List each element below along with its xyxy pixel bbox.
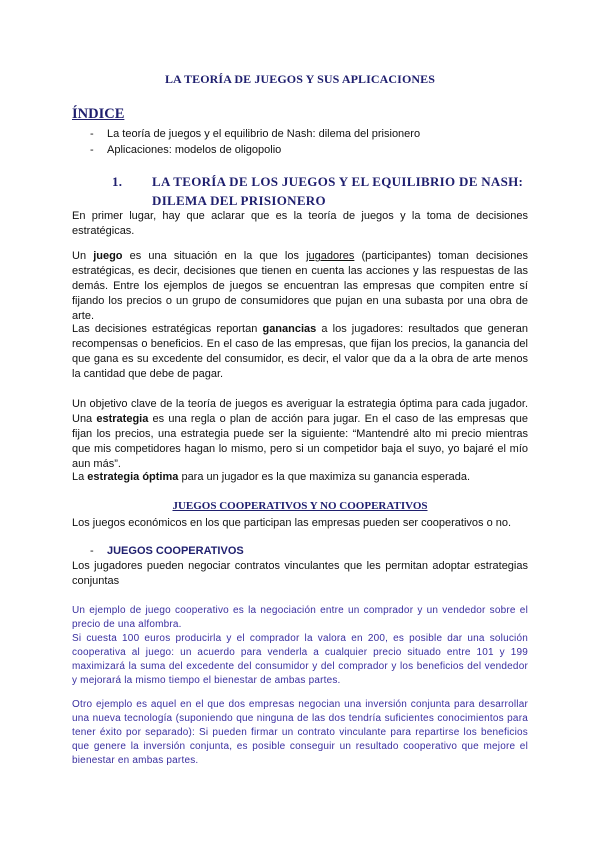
section-heading bbox=[112, 172, 536, 210]
text-run: es una situación en la que los bbox=[122, 250, 307, 262]
paragraph-game-definition bbox=[72, 249, 528, 324]
section-heading-text: LA TEORÍA DE LOS JUEGOS Y EL EQUILIBRIO DE NASH: DILEMA DEL PRISIONERO bbox=[152, 174, 524, 208]
bold-term: estrategia bbox=[96, 413, 149, 425]
list-dash: - bbox=[90, 545, 94, 557]
example-paragraph: Si cuesta 100 euros producirla y el comprador la valora en 200, es posible dar una solución cooperativa al juego: un acuerdo para venderla a cualquier precio situado entre 101 y 199 maximizará la suma del excedente del consumidor y del comprador y los beneficios del vendedor y mejorará la mismo tiempo el bienestar de ambas partes. bbox=[72, 633, 528, 686]
index-item bbox=[90, 126, 420, 142]
paragraph-intro: En primer lugar, hay que aclarar que es la teoría de juegos y la toma de decisiones estratégicas. bbox=[72, 210, 528, 237]
text-run: es una regla o plan de acción para jugar. En el caso de las empresas que fijan los precios, una estrategia puede ser la siguiente: “Mantendré alto mi precio mientras que mis competidores hagan lo mismo, pero si un competidor baja el suyo, yo bajaré el mío aun más”. bbox=[72, 413, 528, 470]
list-dash: - bbox=[90, 144, 94, 156]
paragraph-optimal-strategy bbox=[72, 470, 528, 485]
subsection-heading: JUEGOS COOPERATIVOS Y NO COOPERATIVOS bbox=[172, 500, 428, 512]
bold-term: estrategia óptima bbox=[87, 471, 179, 483]
bullet-heading-text: JUEGOS COOPERATIVOS bbox=[107, 545, 244, 557]
index-heading: ÍNDICE bbox=[72, 106, 125, 122]
paragraph-games-intro: Los juegos económicos en los que participan las empresas pueden ser cooperativos o no. bbox=[72, 517, 512, 529]
bullet-heading bbox=[90, 545, 244, 557]
example-paragraph: Un ejemplo de juego cooperativo es la negociación entre un comprador y un vendedor sobre el precio de una alfombra. bbox=[72, 605, 528, 630]
index-list bbox=[90, 126, 420, 158]
list-dash: - bbox=[90, 128, 94, 140]
underlined-term: jugadores bbox=[306, 250, 355, 262]
text-run: La bbox=[72, 471, 88, 483]
section-number: 1. bbox=[112, 174, 123, 189]
paragraph-cooperative-definition: Los jugadores pueden negociar contratos vinculantes que les permitan adoptar estrategias conjuntas bbox=[72, 560, 528, 587]
text-run: Las decisiones estratégicas reportan bbox=[72, 323, 263, 335]
document-title: LA TEORÍA DE JUEGOS Y SUS APLICACIONES bbox=[164, 72, 436, 86]
text-run: para un jugador es la que maximiza su ganancia esperada. bbox=[178, 471, 471, 483]
example-paragraph: Otro ejemplo es aquel en el que dos empresas negocian una inversión conjunta para desarrollar una nueva tecnología (suponiendo que ninguna de las dos tendría suficientes conocimientos para tener éxito por separado): Si pueden firmar un contrato vinculante para repartirse los beneficios que genere la inversión conjunta, es posible conseguir un resultado cooperativo que mejore el bienestar en ambas partes. bbox=[72, 699, 528, 766]
paragraph-payoffs bbox=[72, 322, 528, 382]
bold-term: ganancias bbox=[262, 323, 317, 335]
paragraph-strategy bbox=[72, 397, 528, 472]
text-run: a los jugadores: resultados que generan recompensas o beneficios. En el caso de las empresas, que fijan los precios, la ganancia del que gana es su excedente del consumidor, es decir, el valor que da a la obra de arte menos la cantidad que debe de pagar. bbox=[72, 323, 529, 380]
index-item-text: La teoría de juegos y el equilibrio de Nash: dilema del prisionero bbox=[107, 128, 421, 140]
index-item bbox=[90, 142, 420, 158]
text-run: (participantes) toman decisiones estratégicas, es decir, decisiones que tienen en cuenta las acciones y las respuestas de las demás. Entre los ejemplos de juegos se encuentran las empresas que compiten entre sí fijando los precios o un grupo de consumidores que pujan en una subasta por una obra de arte. bbox=[72, 250, 529, 322]
text-run: Un bbox=[72, 250, 94, 262]
text-run: Un objetivo clave de la teoría de juegos es averiguar la estrategia óptima para cada jugador. Una bbox=[72, 398, 528, 425]
index-item-text: Aplicaciones: modelos de oligopolio bbox=[107, 144, 282, 156]
bold-term: juego bbox=[93, 250, 123, 262]
